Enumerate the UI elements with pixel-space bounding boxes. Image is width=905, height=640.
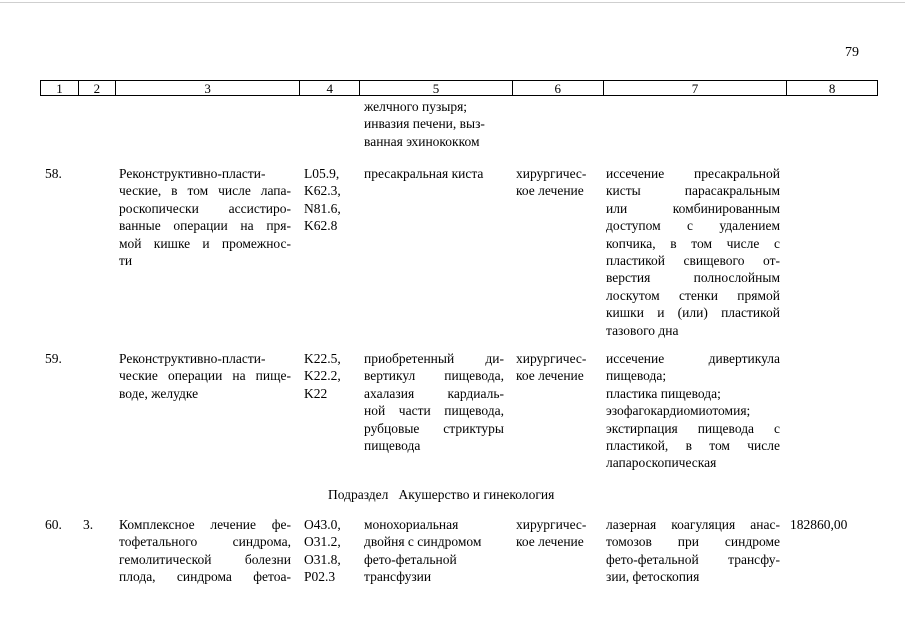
service-name-cell xyxy=(119,165,291,269)
text-line: тазового дна xyxy=(606,322,679,338)
text-line: кишки и (или) пластикой xyxy=(606,305,780,321)
method-cell xyxy=(606,165,780,339)
text-line: доступом с удалением xyxy=(606,218,780,234)
text-line: экстирпация пищевода с xyxy=(606,420,780,436)
subsection-title: Акушерство и гинекология xyxy=(398,487,555,502)
text-line: желчного пузыря; xyxy=(364,99,468,114)
row-number: 58. xyxy=(45,166,62,181)
text-line: K62.8 xyxy=(304,218,338,234)
group-number: 3. xyxy=(83,517,94,532)
text-line: O31.2, xyxy=(304,534,341,550)
page-number: 79 xyxy=(845,45,859,60)
text-line: трансфузии xyxy=(364,569,432,585)
text-line: пластикой, в том числе xyxy=(606,437,780,453)
text-line: фето-фетальной xyxy=(364,551,457,567)
text-line: хирургичес- xyxy=(516,351,587,366)
text-line: лазерная коагуляция анас- xyxy=(606,517,780,532)
text-line: пресакральная киста xyxy=(364,166,484,181)
text-line: K22 xyxy=(304,385,328,401)
text-line: плода, синдрома фетоа- xyxy=(119,569,291,585)
text-line: P02.3 xyxy=(304,569,336,585)
text-line: ванная эхинококком xyxy=(364,133,480,149)
text-line: эзофагокардиомиотомия; xyxy=(606,403,751,419)
header-col-7: 7 xyxy=(604,81,788,95)
subsection-prefix: Подраздел xyxy=(328,487,389,502)
page-top-edge xyxy=(0,2,905,3)
method-cell xyxy=(606,516,780,586)
text-line: пищевода; xyxy=(606,368,667,384)
text-line: лоскутом стенки прямой xyxy=(606,287,780,303)
treatment-type-cell xyxy=(516,350,596,385)
text-line: ческие, в том числе лапа- xyxy=(119,183,291,199)
text-line: двойня с синдромом xyxy=(364,534,482,550)
text-line: K22.2, xyxy=(304,368,341,384)
text-line: кисты парасакральным xyxy=(606,183,780,199)
text-line: рубцовые стриктуры xyxy=(364,420,504,436)
header-col-8: 8 xyxy=(828,81,836,96)
price-cell: 182860,00 xyxy=(790,517,848,532)
treatment-type-cell xyxy=(516,516,596,551)
text-line: N81.6, xyxy=(304,200,341,216)
text-line: кое лечение xyxy=(516,183,584,199)
text-line: кое лечение xyxy=(516,534,584,550)
text-line: ахалазия кардиаль- xyxy=(364,385,504,401)
header-col-1: 1 xyxy=(41,81,79,95)
text-line: иссечение пресакральной xyxy=(606,166,780,181)
text-line: L05.9, xyxy=(304,166,340,181)
diagnosis-cell xyxy=(364,165,504,182)
text-line: хирургичес- xyxy=(516,517,587,532)
icd-codes-cell xyxy=(304,516,356,586)
text-line: томозов при синдроме xyxy=(606,534,780,550)
text-line: ной части пищевода, xyxy=(364,403,504,419)
service-name-cell xyxy=(119,350,291,402)
row-number: 59. xyxy=(45,351,62,366)
text-line: ческие операции на пище- xyxy=(119,368,291,384)
text-line: монохориальная xyxy=(364,517,459,532)
text-line: вертикул пищевода, xyxy=(364,368,504,384)
text-line: Комплексное лечение фе- xyxy=(119,517,291,532)
treatment-type-cell xyxy=(516,165,596,200)
header-col-4: 4 xyxy=(300,81,360,95)
text-line: K62.3, xyxy=(304,183,341,199)
table-header-row xyxy=(40,80,878,96)
text-line: фето-фетальной трансфу- xyxy=(606,551,780,567)
text-line: пластика пищевода; xyxy=(606,385,721,401)
text-line: кое лечение xyxy=(516,368,584,384)
text-line: пищевода xyxy=(364,437,421,453)
continuation-col5 xyxy=(364,98,504,150)
text-line: копчика, в том числе с xyxy=(606,235,780,251)
text-line: лапароскопическая xyxy=(606,455,717,471)
text-line: воде, желудке xyxy=(119,385,199,401)
subsection-heading xyxy=(328,486,554,503)
text-line: ти xyxy=(119,252,133,268)
text-line: гемолитической болезни xyxy=(119,551,291,567)
text-line: роскопически ассистиро- xyxy=(119,200,291,216)
diagnosis-cell xyxy=(364,516,509,586)
service-name-cell xyxy=(119,516,291,586)
text-line: мой кишке и промежнос- xyxy=(119,235,291,251)
text-line: верстия полнослойным xyxy=(606,270,780,286)
text-line: или комбинированным xyxy=(606,200,780,216)
header-col-6: 6 xyxy=(513,81,604,95)
text-line: тофетального синдрома, xyxy=(119,534,291,550)
text-line: O31.8, xyxy=(304,551,341,567)
header-col-3: 3 xyxy=(116,81,301,95)
text-line: Реконструктивно-пласти- xyxy=(119,166,266,181)
method-cell xyxy=(606,350,780,472)
icd-codes-cell xyxy=(304,350,356,402)
text-line: Реконструктивно-пласти- xyxy=(119,351,266,366)
text-line: ванные операции на пря- xyxy=(119,218,291,234)
header-col-2: 2 xyxy=(79,81,116,95)
text-line: зии, фетоскопия xyxy=(606,569,700,585)
header-col-5: 5 xyxy=(360,81,513,95)
text-line: инвазия печени, выз- xyxy=(364,116,485,132)
text-line: пластикой свищевого от- xyxy=(606,252,780,268)
row-number: 60. xyxy=(45,517,62,532)
diagnosis-cell xyxy=(364,350,504,454)
text-line: хирургичес- xyxy=(516,166,587,181)
text-line: K22.5, xyxy=(304,351,341,366)
icd-codes-cell xyxy=(304,165,356,235)
text-line: иссечение дивертикула xyxy=(606,351,780,366)
text-line: приобретенный ди- xyxy=(364,351,504,366)
text-line: O43.0, xyxy=(304,517,341,532)
